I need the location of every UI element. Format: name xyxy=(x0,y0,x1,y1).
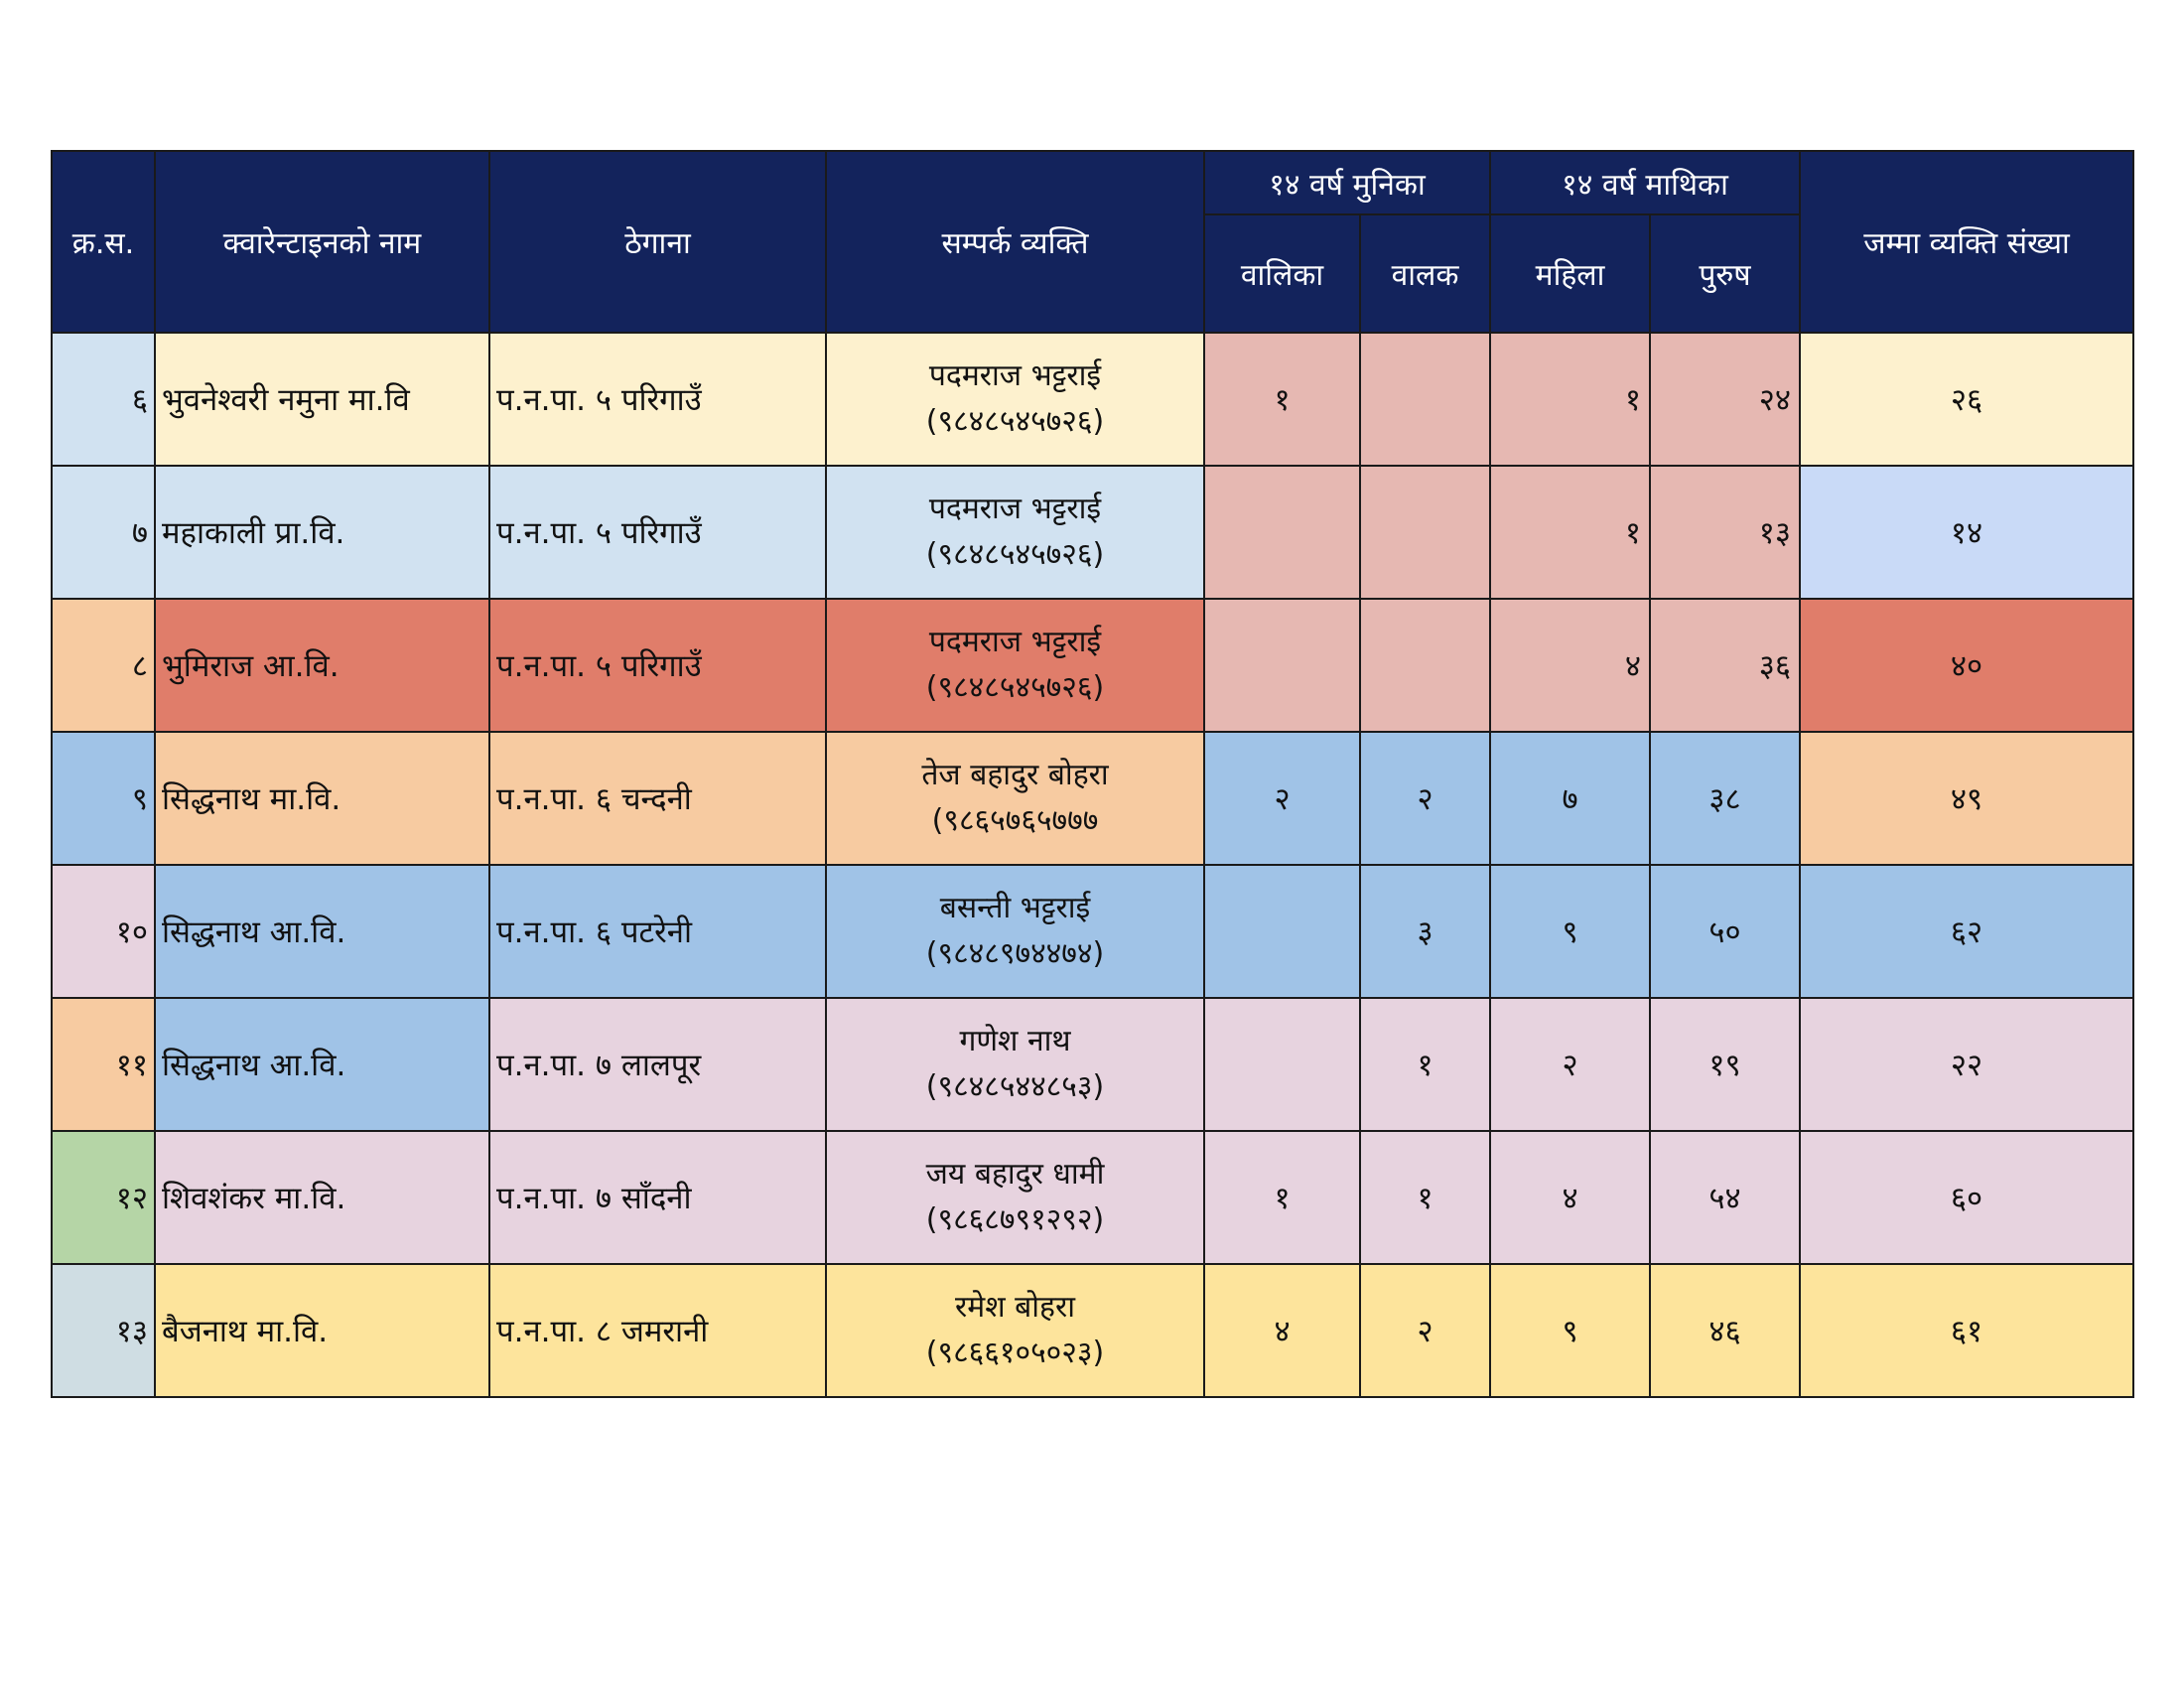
contact-cell xyxy=(826,732,1204,865)
total-cell: ६० xyxy=(1800,1131,2133,1264)
contact-person-name: रमेश बोहरा xyxy=(954,1289,1076,1325)
header-boys: वालक xyxy=(1360,214,1490,333)
boys-cell xyxy=(1360,466,1490,599)
contact-phone: (९८६६१०५०२३) xyxy=(925,1336,1105,1370)
address-cell: प.न.पा. ६ पटरेनी xyxy=(489,865,826,998)
quarantine-table xyxy=(51,150,2134,1398)
quarantine-name-cell: सिद्धनाथ आ.वि. xyxy=(155,865,489,998)
table-row xyxy=(52,466,2133,599)
quarantine-name-cell: शिवशंकर मा.वि. xyxy=(155,1131,489,1264)
girls-cell xyxy=(1204,466,1360,599)
women-cell: २ xyxy=(1490,998,1650,1131)
boys-cell xyxy=(1360,333,1490,466)
quarantine-name-cell: सिद्धनाथ मा.वि. xyxy=(155,732,489,865)
serial-cell: ७ xyxy=(52,466,155,599)
girls-cell xyxy=(1204,998,1360,1131)
contact-cell xyxy=(826,333,1204,466)
total-cell: १४ xyxy=(1800,466,2133,599)
contact-person-name: गणेश नाथ xyxy=(959,1023,1071,1058)
men-cell: ५४ xyxy=(1650,1131,1800,1264)
header-women: महिला xyxy=(1490,214,1650,333)
women-cell: १ xyxy=(1490,333,1650,466)
girls-cell xyxy=(1204,865,1360,998)
table-row xyxy=(52,333,2133,466)
contact-person-name: बसन्ती भट्टराई xyxy=(939,890,1091,925)
address-cell: प.न.पा. ८ जमरानी xyxy=(489,1264,826,1397)
boys-cell: ३ xyxy=(1360,865,1490,998)
girls-cell: २ xyxy=(1204,732,1360,865)
total-cell: ४० xyxy=(1800,599,2133,732)
boys-cell xyxy=(1360,599,1490,732)
header-girls: वालिका xyxy=(1204,214,1360,333)
address-cell: प.न.पा. ७ साँदनी xyxy=(489,1131,826,1264)
men-cell: ३६ xyxy=(1650,599,1800,732)
table-row xyxy=(52,599,2133,732)
total-cell: २२ xyxy=(1800,998,2133,1131)
boys-cell: १ xyxy=(1360,1131,1490,1264)
contact-cell xyxy=(826,1131,1204,1264)
contact-cell xyxy=(826,466,1204,599)
total-cell: ६२ xyxy=(1800,865,2133,998)
header-serial: क्र.स. xyxy=(52,151,155,333)
contact-cell xyxy=(826,865,1204,998)
boys-cell: १ xyxy=(1360,998,1490,1131)
address-cell: प.न.पा. ५ परिगाउँ xyxy=(489,333,826,466)
header-over-14: १४ वर्ष माथिका xyxy=(1490,151,1800,214)
contact-phone: (९८४८५४५७२६) xyxy=(925,537,1105,572)
table-row xyxy=(52,732,2133,865)
men-cell: १३ xyxy=(1650,466,1800,599)
women-cell: ४ xyxy=(1490,1131,1650,1264)
contact-cell xyxy=(826,599,1204,732)
girls-cell: ४ xyxy=(1204,1264,1360,1397)
header-address: ठेगाना xyxy=(489,151,826,333)
table-row xyxy=(52,1131,2133,1264)
girls-cell: १ xyxy=(1204,1131,1360,1264)
boys-cell: २ xyxy=(1360,732,1490,865)
quarantine-name-cell: बैजनाथ मा.वि. xyxy=(155,1264,489,1397)
serial-cell: ९ xyxy=(52,732,155,865)
contact-phone: (९८४८५४५७२६) xyxy=(925,670,1105,705)
quarantine-name-cell: भुमिराज आ.वि. xyxy=(155,599,489,732)
men-cell: ३८ xyxy=(1650,732,1800,865)
contact-cell xyxy=(826,1264,1204,1397)
address-cell: प.न.पा. ७ लालपूर xyxy=(489,998,826,1131)
header-total: जम्मा व्यक्ति संख्या xyxy=(1800,151,2133,333)
contact-person-name: पदमराज भट्टराई xyxy=(928,624,1102,659)
header-men: पुरुष xyxy=(1650,214,1800,333)
men-cell: ४६ xyxy=(1650,1264,1800,1397)
serial-cell: १२ xyxy=(52,1131,155,1264)
total-cell: २६ xyxy=(1800,333,2133,466)
contact-person-name: तेज बहादुर बोहरा xyxy=(921,757,1109,792)
total-cell: ४९ xyxy=(1800,732,2133,865)
contact-phone: (९८४८५४४८५३) xyxy=(925,1069,1105,1104)
men-cell: १९ xyxy=(1650,998,1800,1131)
women-cell: १ xyxy=(1490,466,1650,599)
contact-person-name: पदमराज भट्टराई xyxy=(928,357,1102,393)
address-cell: प.न.पा. ६ चन्दनी xyxy=(489,732,826,865)
contact-person-name: जय बहादुर धामी xyxy=(925,1156,1105,1192)
contact-cell xyxy=(826,998,1204,1131)
men-cell: २४ xyxy=(1650,333,1800,466)
serial-cell: १३ xyxy=(52,1264,155,1397)
women-cell: ७ xyxy=(1490,732,1650,865)
header-contact-person: सम्पर्क व्यक्ति xyxy=(826,151,1204,333)
girls-cell: १ xyxy=(1204,333,1360,466)
serial-cell: १० xyxy=(52,865,155,998)
contact-phone: (९८६८७९१२९२) xyxy=(925,1202,1105,1237)
contact-phone: (९८६५७६५७७७ xyxy=(931,803,1099,838)
table-row xyxy=(52,998,2133,1131)
quarantine-name-cell: सिद्धनाथ आ.वि. xyxy=(155,998,489,1131)
address-cell: प.न.पा. ५ परिगाउँ xyxy=(489,599,826,732)
boys-cell: २ xyxy=(1360,1264,1490,1397)
table-row xyxy=(52,865,2133,998)
women-cell: ९ xyxy=(1490,865,1650,998)
contact-person-name: पदमराज भट्टराई xyxy=(928,491,1102,526)
table-row xyxy=(52,1264,2133,1397)
header-under-14: १४ वर्ष मुनिका xyxy=(1204,151,1490,214)
women-cell: ९ xyxy=(1490,1264,1650,1397)
girls-cell xyxy=(1204,599,1360,732)
header-quarantine-name: क्वारेन्टाइनको नाम xyxy=(155,151,489,333)
table-header xyxy=(52,151,2133,333)
quarantine-name-cell: भुवनेश्वरी नमुना मा.वि xyxy=(155,333,489,466)
total-cell: ६१ xyxy=(1800,1264,2133,1397)
women-cell: ४ xyxy=(1490,599,1650,732)
contact-phone: (९८४८९७४४७४) xyxy=(925,936,1105,971)
quarantine-name-cell: महाकाली प्रा.वि. xyxy=(155,466,489,599)
contact-phone: (९८४८५४५७२६) xyxy=(925,404,1105,439)
serial-cell: ८ xyxy=(52,599,155,732)
men-cell: ५० xyxy=(1650,865,1800,998)
table-body xyxy=(52,333,2133,1397)
address-cell: प.न.पा. ५ परिगाउँ xyxy=(489,466,826,599)
serial-cell: ६ xyxy=(52,333,155,466)
serial-cell: ११ xyxy=(52,998,155,1131)
